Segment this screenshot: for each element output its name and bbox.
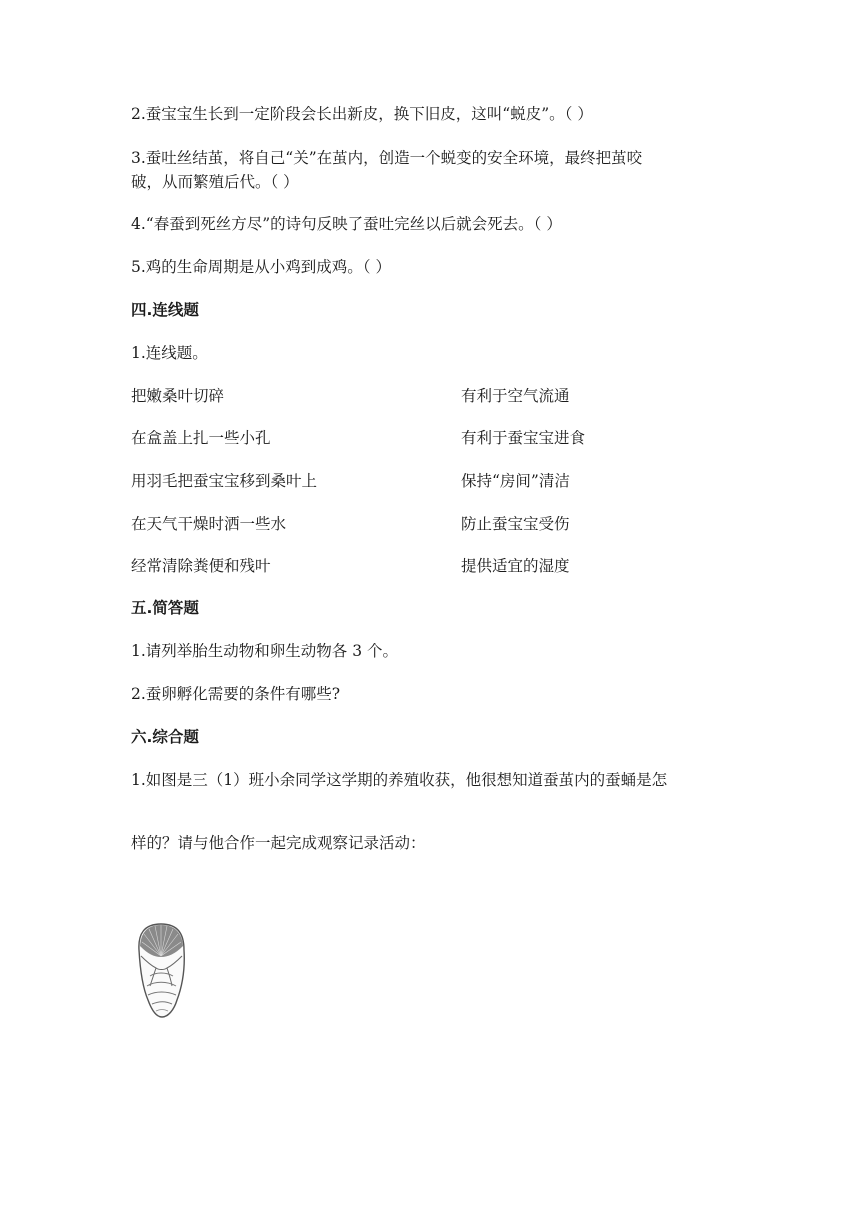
short-answer-q2: 2.蚕卵孵化需要的条件有哪些? [131,685,341,703]
judgement-q4: 4.“春蚕到死丝方尽”的诗句反映了蚕吐完丝以后就会死去。（ ） [131,215,562,233]
matching-right-item: 提供适宜的湿度 [461,557,570,575]
matching-question: 1.连线题。 [131,344,208,362]
section-heading-short-answer: 五.简答题 [131,599,199,617]
matching-right-item: 防止蚕宝宝受伤 [461,515,570,533]
matching-left-item: 在天气干燥时洒一些水 [131,515,287,533]
judgement-q3-line1: 3.蚕吐丝结茧，将自己“关”在茧内，创造一个蜕变的安全环境，最终把茧咬 [131,149,643,167]
silkworm-pupa-drawing-icon [132,920,190,1020]
matching-right-item: 保持“房间”清洁 [461,472,570,490]
matching-left-item: 在盒盖上扎一些小孔 [131,429,271,447]
matching-left-item: 经常清除粪便和残叶 [131,557,271,575]
matching-left-item: 把嫩桑叶切碎 [131,387,225,405]
judgement-q2: 2.蚕宝宝生长到一定阶段会长出新皮，换下旧皮，这叫“蜕皮”。（ ） [131,105,593,123]
section-heading-comprehensive: 六.综合题 [131,728,199,746]
comprehensive-q1-line1: 1.如图是三（1）班小余同学这学期的养殖收获，他很想知道蚕茧内的蚕蛹是怎 [131,771,668,789]
comprehensive-q1-line2: 样的？请与他合作一起完成观察记录活动： [131,834,426,852]
short-answer-q1: 1.请列举胎生动物和卵生动物各 3 个。 [131,642,399,660]
matching-right-item: 有利于空气流通 [461,387,570,405]
judgement-q3-line2: 破，从而繁殖后代。（ ） [131,173,299,191]
matching-left-item: 用羽毛把蚕宝宝移到桑叶上 [131,472,318,490]
judgement-q5: 5.鸡的生命周期是从小鸡到成鸡。（ ） [131,258,391,276]
section-heading-matching: 四.连线题 [131,301,199,319]
matching-right-item: 有利于蚕宝宝进食 [461,429,586,447]
